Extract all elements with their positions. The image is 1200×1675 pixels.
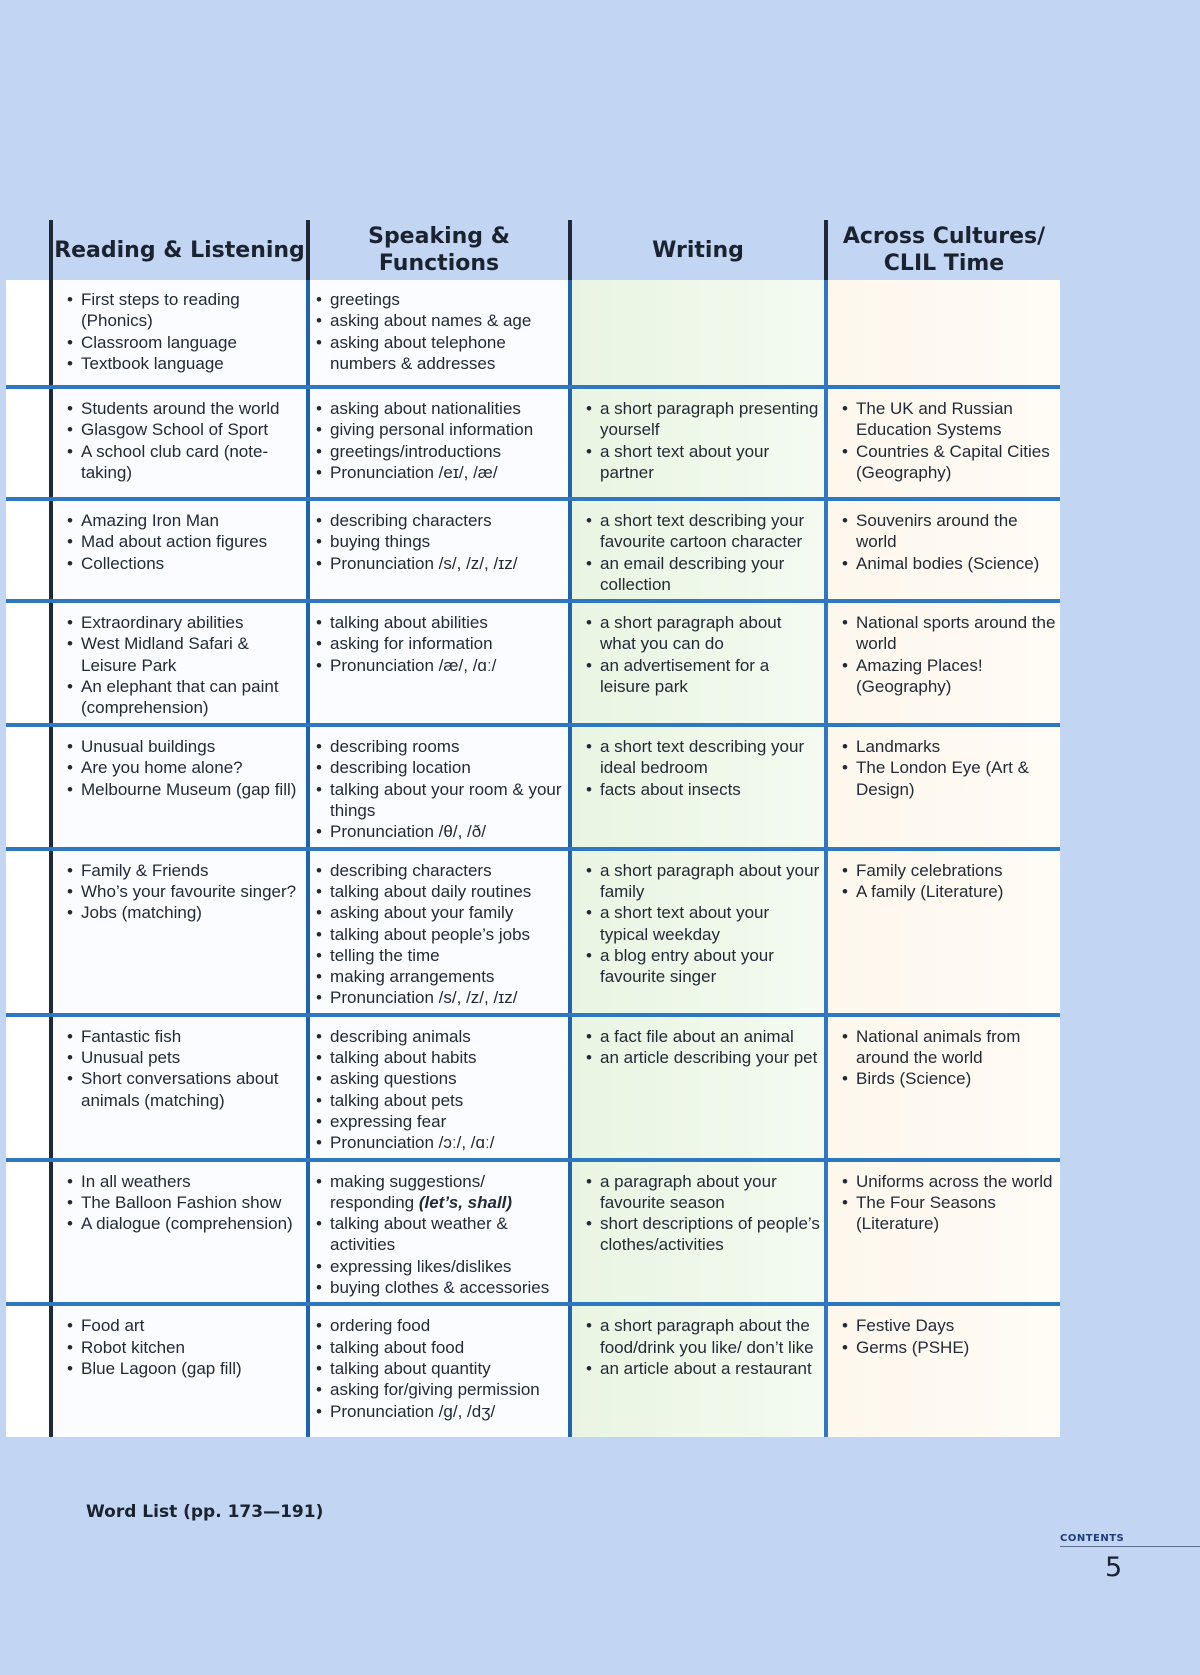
list-item: • The Four Seasons (Literature) [842,1192,1056,1235]
table-row [6,1015,1060,1160]
list-item: • giving personal information [316,419,564,440]
list-item: • talking about habits [316,1047,564,1068]
list-item: • Robot kitchen [67,1337,302,1358]
list-item: • Are you home alone? [67,757,302,778]
bullet-list [586,398,820,483]
bullet-list [842,510,1056,574]
bullet-list [316,1171,564,1299]
unit-cell [6,499,51,601]
table-row [6,1304,1060,1437]
list-item: • West Midland Safari & Leisure Park [67,633,302,676]
word-list-reference: Word List (pp. 173—191) [86,1502,324,1522]
bullet-list [67,612,302,718]
speaking-functions-cell [308,280,570,387]
list-item: • buying things [316,531,564,552]
list-item: • asking about names & age [316,310,564,331]
list-item: • Unusual buildings [67,736,302,757]
writing-cell [570,1304,826,1437]
contents-label: CONTENTS [1060,1533,1200,1547]
speaking-functions-cell [308,849,570,1015]
list-item: • telling the time [316,945,564,966]
list-item: • talking about abilities [316,612,564,633]
list-item: • expressing fear [316,1111,564,1132]
list-item: • Classroom language [67,332,302,353]
list-item: • Amazing Iron Man [67,510,302,531]
bullet-list [316,1026,564,1154]
list-item: • Pronunciation /g/, /dʒ/ [316,1401,564,1422]
bullet-list [316,510,564,574]
list-item: • An elephant that can paint (comprehension) [67,676,302,719]
list-item: • Mad about action figures [67,531,302,552]
list-item: • describing rooms [316,736,564,757]
reading-listening-cell [51,849,308,1015]
list-item: • asking about your family [316,902,564,923]
across-cultures-cell [826,725,1060,848]
list-item: • describing characters [316,510,564,531]
list-item: • describing animals [316,1026,564,1047]
speaking-functions-cell [308,1160,570,1305]
speaking-functions-cell [308,1015,570,1160]
list-item: • a blog entry about your favourite singer [586,945,820,988]
list-item: • Amazing Places! (Geography) [842,655,1056,698]
bullet-list [586,612,820,697]
list-item: • First steps to reading (Phonics) [67,289,302,332]
bullet-list [316,612,564,676]
emphasis-text: (let’s, shall) [418,1192,513,1212]
list-item: • Collections [67,553,302,574]
bullet-list [586,510,820,595]
list-item: • a short paragraph presenting yourself [586,398,820,441]
list-item: • describing characters [316,860,564,881]
list-item: • talking about food [316,1337,564,1358]
list-item: • Who’s your favourite singer? [67,881,302,902]
list-item: • ordering food [316,1315,564,1336]
list-item: • describing location [316,757,564,778]
list-item: • Melbourne Museum (gap fill) [67,779,302,800]
speaking-functions-cell [308,387,570,499]
list-item: • asking about nationalities [316,398,564,419]
table-row [6,849,1060,1015]
bullet-list [586,736,820,800]
unit-cell [6,601,51,725]
bullet-list [586,1026,820,1069]
writing-cell [570,601,826,725]
list-item: • Fantastic fish [67,1026,302,1047]
writing-cell [570,725,826,848]
list-item: • a short text describing your favourite cartoon character [586,510,820,553]
list-item: • an article about a restaurant [586,1358,820,1379]
list-item: • greetings/introductions [316,441,564,462]
list-item: • greetings [316,289,564,310]
table-row [6,499,1060,601]
unit-cell [6,387,51,499]
unit-cell [6,1015,51,1160]
bullet-list [586,1171,820,1256]
bullet-list [842,1315,1056,1358]
list-item: • asking for information [316,633,564,654]
table-row [6,1160,1060,1305]
list-item: • an advertisement for a leisure park [586,655,820,698]
bullet-list [316,736,564,842]
list-item: • talking about pets [316,1090,564,1111]
header-across-cultures: Across Cultures/ CLIL Time [826,220,1060,280]
speaking-functions-cell [308,1304,570,1437]
bullet-list [67,1026,302,1111]
reading-listening-cell [51,280,308,387]
list-item: • Family celebrations [842,860,1056,881]
list-item: • buying clothes & accessories [316,1277,564,1298]
list-item: • Textbook language [67,353,302,374]
list-item: • A dialogue (comprehension) [67,1213,302,1234]
list-item: • asking about telephone numbers & addresses [316,332,564,375]
list-item: • talking about daily routines [316,881,564,902]
list-item: • The Balloon Fashion show [67,1192,302,1213]
bullet-list [842,398,1056,483]
list-item: • making suggestions/ responding (let’s, shall) [316,1171,564,1214]
page-number: 5 [1105,1552,1123,1583]
bullet-list [586,1315,820,1379]
bullet-list [842,1171,1056,1235]
bullet-list [842,1026,1056,1090]
unit-cell [6,1304,51,1437]
list-item: • National animals from around the world [842,1026,1056,1069]
bullet-list [842,860,1056,903]
list-item: • Short conversations about animals (matching) [67,1068,302,1111]
list-item: • a short paragraph about your family [586,860,820,903]
list-item: • National sports around the world [842,612,1056,655]
across-cultures-cell [826,849,1060,1015]
list-item: • Pronunciation /eɪ/, /æ/ [316,462,564,483]
list-item: • A family (Literature) [842,881,1056,902]
list-item: • The London Eye (Art & Design) [842,757,1056,800]
list-item: • asking for/giving permission [316,1379,564,1400]
header-reading-listening: Reading & Listening [51,220,308,280]
list-item: • talking about weather & activities [316,1213,564,1256]
table-body [6,280,1060,1437]
list-item: • Festive Days [842,1315,1056,1336]
list-item: • Birds (Science) [842,1068,1056,1089]
list-item: • a paragraph about your favourite season [586,1171,820,1214]
list-item: • a short paragraph about what you can do [586,612,820,655]
list-item: • expressing likes/dislikes [316,1256,564,1277]
across-cultures-cell [826,1304,1060,1437]
list-item: • Pronunciation /s/, /z/, /ɪz/ [316,987,564,1008]
bullet-list [316,1315,564,1421]
list-item: • talking about your room & your things [316,779,564,822]
bullet-list [842,612,1056,697]
bullet-list [842,736,1056,800]
bullet-list [586,860,820,988]
reading-listening-cell [51,499,308,601]
bullet-list [67,860,302,924]
list-item: • a short paragraph about the food/drink you like/ don’t like [586,1315,820,1358]
list-item: • Jobs (matching) [67,902,302,923]
bullet-list [67,510,302,574]
bullet-list [67,289,302,374]
list-item: • The UK and Russian Education Systems [842,398,1056,441]
contents-table-wrapper [6,220,1060,1437]
speaking-functions-cell [308,499,570,601]
list-item: • Landmarks [842,736,1056,757]
list-item: • Pronunciation /ɔː/, /ɑː/ [316,1132,564,1153]
across-cultures-cell [826,1015,1060,1160]
list-item: • Pronunciation /θ/, /ð/ [316,821,564,842]
list-item: • asking questions [316,1068,564,1089]
list-item: • talking about people’s jobs [316,924,564,945]
reading-listening-cell [51,1304,308,1437]
list-item: • Blue Lagoon (gap fill) [67,1358,302,1379]
header-writing: Writing [570,220,826,280]
list-item: • making arrangements [316,966,564,987]
writing-cell [570,849,826,1015]
list-item: • Students around the world [67,398,302,419]
list-item: • Unusual pets [67,1047,302,1068]
header-row [6,220,1060,280]
list-item: • Food art [67,1315,302,1336]
writing-cell [570,499,826,601]
list-item: • Uniforms across the world [842,1171,1056,1192]
list-item: • Germs (PSHE) [842,1337,1056,1358]
reading-listening-cell [51,725,308,848]
list-item: • Family & Friends [67,860,302,881]
table-row [6,387,1060,499]
across-cultures-cell [826,499,1060,601]
list-item: • Pronunciation /s/, /z/, /ɪz/ [316,553,564,574]
list-item: • a short text about your partner [586,441,820,484]
bullet-list [316,398,564,483]
list-item: • talking about quantity [316,1358,564,1379]
reading-listening-cell [51,601,308,725]
list-item: • short descriptions of people’s clothes/activities [586,1213,820,1256]
unit-cell [6,280,51,387]
table-row [6,601,1060,725]
bullet-list [316,289,564,374]
bullet-list [67,736,302,800]
list-item: • Glasgow School of Sport [67,419,302,440]
list-item: • an article describing your pet [586,1047,820,1068]
list-item: • a fact file about an animal [586,1026,820,1047]
reading-listening-cell [51,1160,308,1305]
list-item: • Pronunciation /æ/, /ɑː/ [316,655,564,676]
list-item: • In all weathers [67,1171,302,1192]
bullet-list [316,860,564,1009]
list-item: • Extraordinary abilities [67,612,302,633]
list-item: • facts about insects [586,779,820,800]
reading-listening-cell [51,387,308,499]
across-cultures-cell [826,387,1060,499]
list-item: • Countries & Capital Cities (Geography) [842,441,1056,484]
speaking-functions-cell [308,725,570,848]
writing-cell [570,1160,826,1305]
unit-cell [6,849,51,1015]
speaking-functions-cell [308,601,570,725]
list-item: • a short text describing your ideal bedroom [586,736,820,779]
writing-cell [570,1015,826,1160]
list-item: • Animal bodies (Science) [842,553,1056,574]
writing-cell [570,280,826,387]
list-item: • Souvenirs around the world [842,510,1056,553]
writing-cell [570,387,826,499]
bullet-list [67,398,302,483]
bullet-list [67,1315,302,1379]
header-unit [6,220,51,280]
across-cultures-cell [826,601,1060,725]
header-speaking-functions: Speaking & Functions [308,220,570,280]
list-item: • A school club card (note-taking) [67,441,302,484]
across-cultures-cell [826,280,1060,387]
contents-table [6,220,1060,1437]
list-item: • an email describing your collection [586,553,820,596]
unit-cell [6,725,51,848]
across-cultures-cell [826,1160,1060,1305]
reading-listening-cell [51,1015,308,1160]
bullet-list [67,1171,302,1235]
table-row [6,725,1060,848]
list-item: • a short text about your typical weekday [586,902,820,945]
unit-cell [6,1160,51,1305]
table-row [6,280,1060,387]
